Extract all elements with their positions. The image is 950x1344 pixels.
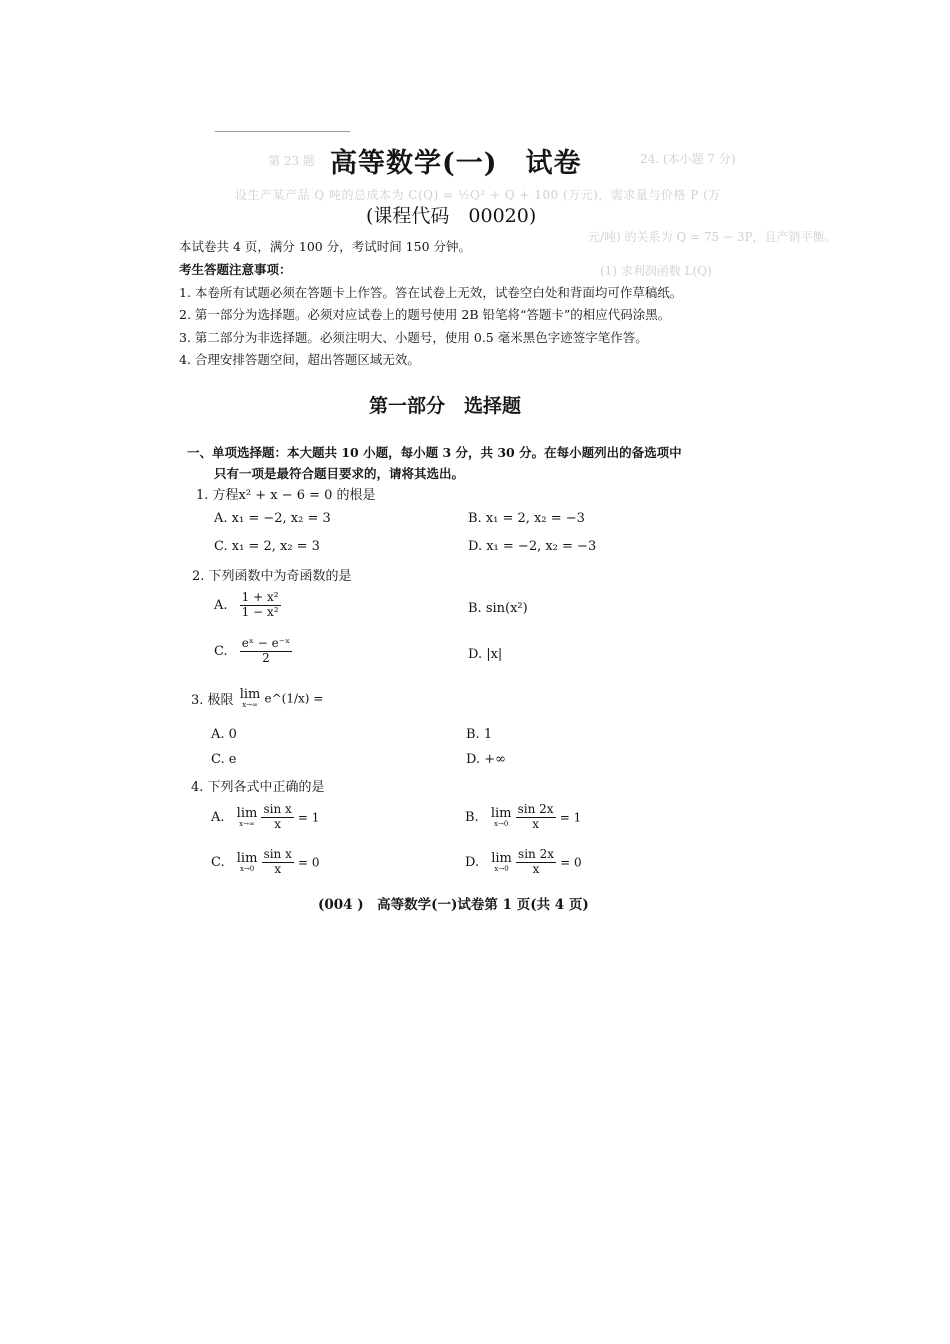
option-label: A. [214, 597, 228, 613]
note-item: 1. 本卷所有试题必须在答题卡上作答。答在试卷上无效，试卷空白处和背面均可作草稿纸。 [179, 285, 683, 300]
option-b: B. 1 [466, 727, 493, 742]
fraction [516, 848, 556, 877]
rhs: = 1 [297, 810, 320, 825]
option-label: D. [465, 854, 480, 870]
rhs: = 0 [298, 855, 320, 870]
question-stem [191, 688, 323, 709]
fraction [240, 637, 292, 666]
limit-operator [491, 807, 512, 828]
option-b: B. x₁ = 2, x₂ = −3 [468, 511, 585, 526]
bleed-text-line: 元/吨) 的关系为 Q = 75 − 3P，且产销平衡。 [588, 230, 837, 244]
bleed-text-line: (1) 求利润函数 L(Q) [600, 264, 712, 278]
limit-operator [491, 852, 512, 873]
option-label: A. [211, 809, 225, 825]
option-a: A. 0 [211, 727, 237, 742]
note-item: 4. 合理安排答题空间，超出答题区域无效。 [179, 352, 420, 367]
question-stem: 1. 方程x² + x − 6 = 0 的根是 [196, 488, 376, 503]
note-item: 2. 第一部分为选择题。必须对应试卷上的题号使用 2B 铅笔将“答题卡”的相应代码涂黑。 [179, 307, 671, 322]
option-a [211, 803, 319, 832]
rhs: = 1 [559, 810, 582, 825]
option-c: C. e [211, 752, 237, 767]
denominator: x [532, 816, 539, 831]
denominator: 1 − x² [241, 604, 279, 619]
lim-subscript: x→0 [494, 819, 509, 828]
question-stem: 4. 下列各式中正确的是 [191, 780, 325, 795]
numerator: sin 2x [517, 802, 554, 816]
part-heading: 第一部分 选择题 [369, 395, 522, 417]
rhs: = 0 [560, 855, 582, 870]
numerator: eˣ − e⁻ˣ [241, 636, 291, 650]
lim-subscript: x→0 [239, 864, 255, 873]
lim-text: lim [491, 850, 512, 866]
fraction [516, 803, 556, 832]
denominator: 2 [262, 650, 270, 665]
exam-title: 高等数学(一) 试卷 [330, 148, 582, 179]
lim-subscript: x→∞ [239, 819, 255, 828]
limit-operator [237, 852, 258, 873]
option-a: A. x₁ = −2, x₂ = 3 [214, 511, 331, 526]
section-instructions-cont: 只有一项是最符合题目要求的，请将其选出。 [214, 466, 465, 481]
course-code: (课程代码 00020) [366, 205, 537, 227]
option-c [211, 848, 320, 877]
exam-summary: 本试卷共 4 页，满分 100 分，考试时间 150 分钟。 [179, 239, 472, 254]
lim-text: lim [239, 687, 261, 702]
bleed-text-line: 设生产某产品 Q 吨的总成本为 C(Q) = ½Q² + Q + 100 (万元)，需求量与价格 P (万 [235, 188, 721, 202]
fraction [240, 591, 281, 620]
limit-expression: e^(1/x) = [264, 691, 324, 706]
option-d: D. +∞ [466, 752, 506, 767]
limit-operator [240, 688, 261, 709]
lim-text: lim [236, 850, 258, 866]
option-b [465, 803, 581, 832]
denominator: x [532, 861, 540, 876]
option-d [465, 848, 582, 877]
numerator: 1 + x² [241, 590, 279, 604]
stem-prefix: 3. 极限 [191, 693, 234, 708]
option-a [214, 591, 281, 620]
bleed-figure-label: 第 23 题 [268, 154, 315, 168]
note-item: 3. 第二部分为非选择题。必须注明大、小题号，使用 0.5 毫米黑色字迹签字笔作答。 [179, 330, 648, 345]
lim-text: lim [236, 805, 258, 821]
limit-operator [237, 807, 258, 828]
option-label: C. [211, 854, 225, 870]
bleed-axis-line [215, 131, 350, 132]
page-footer: (004 ) 高等数学(一)试卷第 1 页(共 4 页) [318, 897, 589, 913]
fraction [262, 848, 294, 877]
section-instructions: 一、单项选择题：本大题共 10 小题，每小题 3 分，共 30 分。在每小题列出的备选项中 [187, 445, 682, 460]
question-stem: 2. 下列函数中为奇函数的是 [192, 569, 352, 584]
option-b: B. sin(x²) [468, 601, 528, 616]
notes-heading: 考生答题注意事项： [179, 262, 292, 277]
lim-text: lim [490, 805, 512, 821]
fraction [261, 803, 293, 832]
lim-subscript: x→∞ [242, 701, 258, 709]
option-c: C. x₁ = 2, x₂ = 3 [214, 539, 320, 554]
option-label: B. [465, 809, 479, 825]
option-d: D. |x| [468, 647, 503, 662]
lim-subscript: x→0 [494, 864, 509, 873]
option-c [214, 637, 292, 666]
numerator: sin x [263, 847, 292, 861]
option-label: C. [214, 643, 228, 659]
bleed-text-line: 24. (本小题 7 分) [640, 152, 736, 166]
numerator: sin x [263, 802, 292, 816]
denominator: x [274, 816, 282, 831]
numerator: sin 2x [518, 847, 554, 861]
option-d: D. x₁ = −2, x₂ = −3 [468, 539, 597, 554]
denominator: x [274, 861, 282, 876]
